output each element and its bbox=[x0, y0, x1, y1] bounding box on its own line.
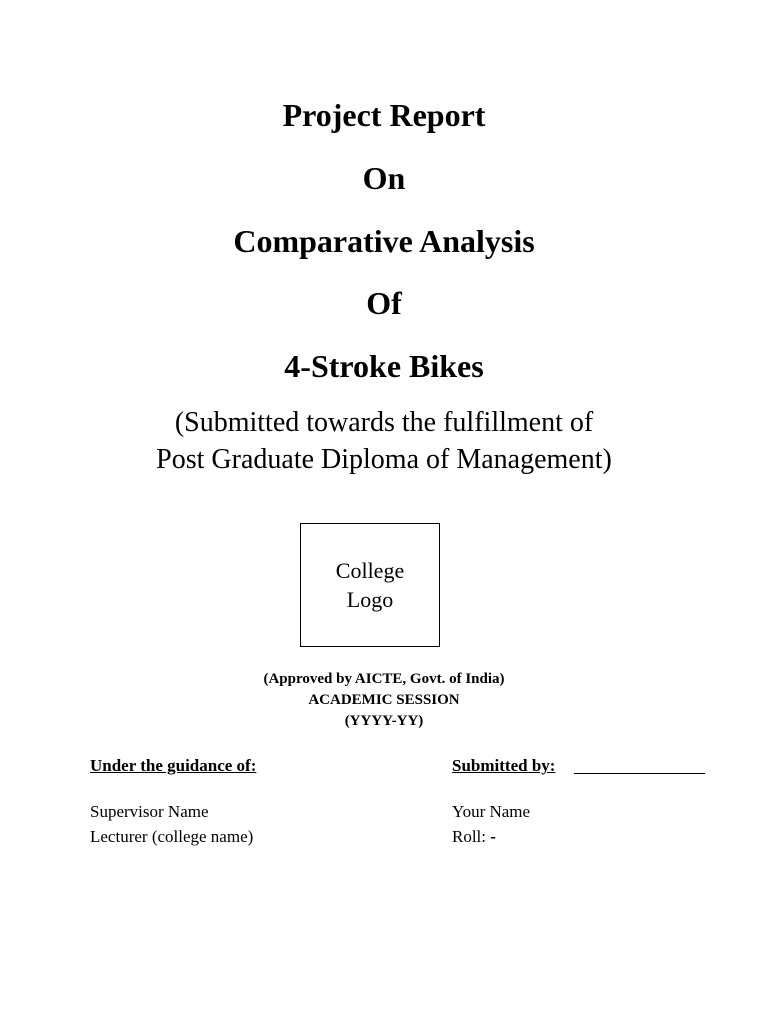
report-title-line-4: Of bbox=[366, 285, 402, 321]
submission-note-line-2: Post Graduate Diploma of Management) bbox=[156, 444, 612, 475]
report-title-line-1: Project Report bbox=[282, 97, 486, 133]
submitted-by-heading: Submitted by: bbox=[452, 756, 556, 775]
submitted-by-underline bbox=[574, 773, 705, 774]
guidance-heading: Under the guidance of: bbox=[90, 756, 257, 775]
college-logo-placeholder bbox=[300, 523, 440, 647]
roll-label: Roll: bbox=[452, 827, 491, 846]
report-title-line-2: On bbox=[362, 160, 406, 196]
academic-session-years: (YYYY-YY) bbox=[344, 713, 424, 729]
supervisor-designation: Lecturer (college name) bbox=[90, 827, 254, 846]
report-title-line-5: 4-Stroke Bikes bbox=[284, 348, 484, 384]
logo-placeholder-line-1: College bbox=[335, 558, 405, 583]
approval-line: (Approved by AICTE, Govt. of India) bbox=[263, 671, 505, 687]
roll-value: - bbox=[490, 827, 496, 846]
logo-placeholder-line-2: Logo bbox=[346, 587, 394, 612]
report-title-line-3: Comparative Analysis bbox=[233, 223, 535, 259]
roll-number bbox=[452, 826, 496, 848]
academic-session-label: ACADEMIC SESSION bbox=[308, 692, 460, 708]
submission-note-line-1: (Submitted towards the fulfillment of bbox=[174, 407, 594, 438]
supervisor-name: Supervisor Name bbox=[90, 802, 209, 821]
submitter-name: Your Name bbox=[452, 802, 531, 821]
